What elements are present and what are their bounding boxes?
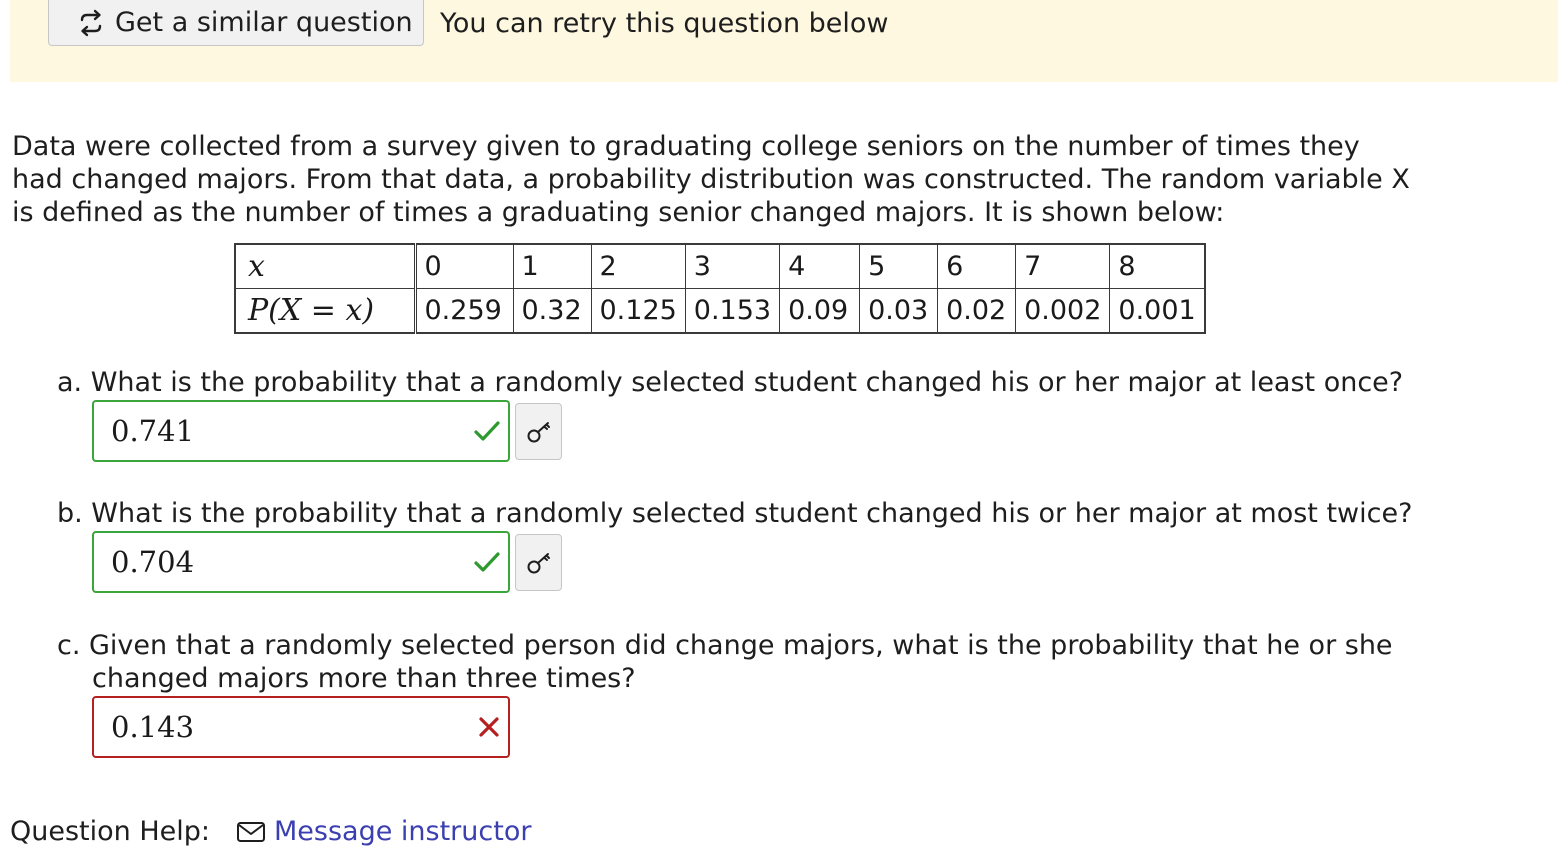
question-c-text-cont: changed majors more than three times? — [92, 663, 636, 694]
p-value: 0.125 — [591, 288, 685, 333]
message-instructor-link[interactable] — [236, 812, 531, 852]
answer-a-key-button[interactable] — [515, 403, 562, 460]
checkmark-icon — [474, 420, 500, 442]
key-icon — [525, 549, 553, 577]
x-value: 1 — [513, 244, 591, 288]
answer-b-value: 0.704 — [111, 545, 195, 579]
answer-c-input[interactable] — [92, 696, 510, 758]
x-mark-icon — [478, 716, 500, 738]
answer-a-value: 0.741 — [111, 414, 195, 448]
p-value: 0.153 — [685, 288, 779, 333]
message-instructor-label: Message instructor — [274, 816, 532, 847]
checkmark-icon — [474, 551, 500, 573]
answer-a-input[interactable] — [92, 400, 510, 462]
answer-b-key-button[interactable] — [515, 534, 562, 591]
question-c-text: c. Given that a randomly selected person did change majors, what is the probability that he or she — [57, 630, 1393, 661]
x-value: 6 — [938, 244, 1016, 288]
x-value: 3 — [685, 244, 779, 288]
x-value: 4 — [780, 244, 860, 288]
x-header: x — [235, 244, 415, 288]
answer-c-value: 0.143 — [111, 710, 195, 744]
x-value: 5 — [860, 244, 938, 288]
retry-message: You can retry this question below — [440, 8, 889, 39]
key-icon — [525, 418, 553, 446]
p-value: 0.02 — [938, 288, 1016, 333]
similar-question-button[interactable] — [48, 0, 424, 46]
x-value: 8 — [1110, 244, 1205, 288]
p-value: 0.002 — [1016, 288, 1110, 333]
answer-b-input[interactable] — [92, 531, 510, 593]
help-label: Question Help: — [10, 816, 210, 847]
question-a-text: a. What is the probability that a randomly selected student changed his or her major at least once? — [57, 367, 1404, 398]
p-value: 0.32 — [513, 288, 591, 333]
probability-table — [234, 243, 1206, 334]
x-value: 7 — [1016, 244, 1110, 288]
p-value: 0.259 — [415, 288, 513, 333]
p-value: 0.001 — [1110, 288, 1205, 333]
p-value: 0.03 — [860, 288, 938, 333]
p-value: 0.09 — [780, 288, 860, 333]
repeat-arrows-icon — [77, 9, 105, 37]
similar-question-label: Get a similar question — [115, 7, 413, 38]
question-help — [10, 812, 531, 852]
probability-row — [235, 288, 1205, 333]
envelope-icon — [236, 820, 266, 844]
p-header: P(X = x) — [235, 288, 415, 333]
question-intro: Data were collected from a survey given to graduating college seniors on the number of times they had changed majors. From that data, a probability distribution was constructed. The random variable X is defined as the number of times a graduating senior changed majors. It is shown below: — [12, 131, 1410, 228]
x-value: 2 — [591, 244, 685, 288]
question-b-text: b. What is the probability that a randomly selected student changed his or her major at most twice? — [57, 498, 1413, 529]
x-row — [235, 244, 1205, 288]
x-value: 0 — [415, 244, 513, 288]
